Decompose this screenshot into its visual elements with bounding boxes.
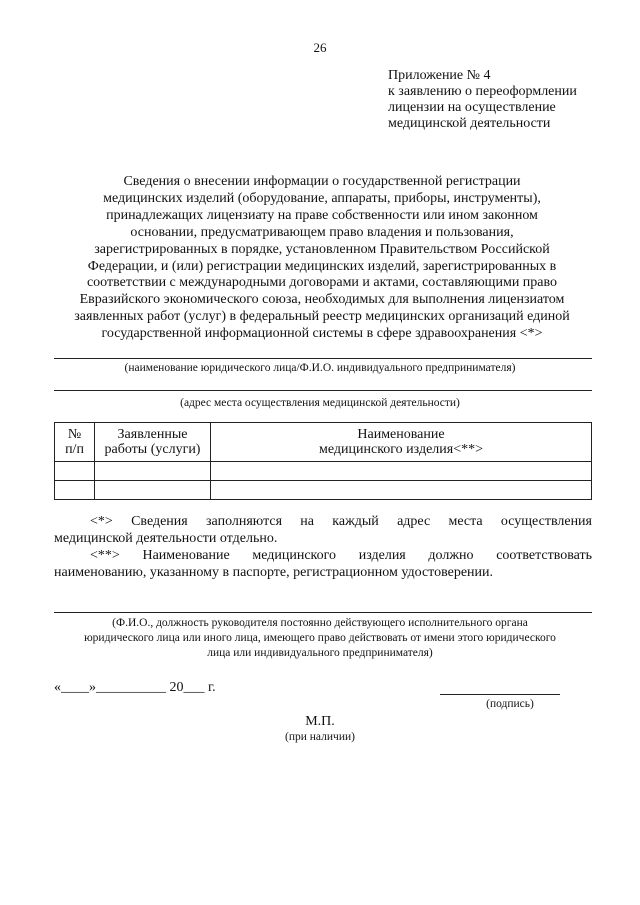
footnote-line: <**> Наименование медицинского изделия должно соответствовать [90,548,592,563]
stamp-note: (при наличии) [285,731,355,743]
header-number: № п/п [55,423,95,462]
head-fill-line[interactable] [54,612,592,613]
head-caption [0,616,640,661]
table-header-row [55,423,592,462]
stamp-label: М.П. [305,714,335,729]
table-cell[interactable] [95,462,211,481]
footnote-line: <*> Сведения заполняются на каждый адрес места осуществления [90,514,592,529]
address-caption: (адрес места осуществления медицинской деятельности) [180,397,460,409]
appendix-line: лицензии на осуществление [388,100,556,115]
footnote-line: медицинской деятельности отдельно. [54,531,278,546]
footnote-1 [54,513,592,547]
title-line: принадлежащих лицензиату на праве собственности или ином законном [106,207,538,223]
table-cell[interactable] [211,481,592,500]
head-caption-line: лица или индивидуального предпринимателя) [207,647,433,659]
document-title [54,174,590,343]
appendix-heading [388,68,618,132]
address-fill-line[interactable] [54,390,592,391]
appendix-line: медицинской деятельности [388,116,551,131]
title-line: медицинских изделий (оборудование, аппараты, приборы, инструменты), [103,190,541,206]
table-cell[interactable] [211,462,592,481]
footnote-2 [54,547,592,581]
title-line: основании, предусматривающем право владения и пользования, [130,224,514,240]
legal-entity-caption: (наименование юридического лица/Ф.И.О. индивидуального предпринимателя) [124,362,516,374]
title-line: соответствии с международными договорами и актами, составляющими право [86,275,558,291]
header-services: Заявленные работы (услуги) [95,423,211,462]
signature-caption: (подпись) [486,698,534,710]
appendix-line: к заявлению о переоформлении [388,84,577,99]
table-row [55,481,592,500]
legal-entity-fill-line[interactable] [54,358,592,359]
table-row [55,462,592,481]
table-cell[interactable] [55,462,95,481]
header-device-name: Наименование медицинского изделия<**> [211,423,592,462]
title-line: Федерации, и (или) регистрации медицинских изделий, зарегистрированных в [87,258,557,274]
head-caption-line: (Ф.И.О., должность руководителя постоянно действующего исполнительного органа [112,617,528,629]
appendix-line: Приложение № 4 [388,68,491,83]
title-line: Евразийского экономического союза, необходимых для выполнения лицензиатом [79,292,565,308]
page-number: 26 [313,40,327,55]
title-line: зарегистрированных в порядке, установленном Правительством Российской [94,241,550,257]
footnote-line: наименованию, указанному в паспорте, регистрационном удостоверении. [54,565,494,580]
title-line: заявленных работ (услуг) в федеральный реестр медицинских организаций единой [74,309,570,325]
head-caption-line: юридического лица или иного лица, имеющего право действовать от имени этого юридического [84,632,556,644]
signature-fill-line[interactable] [440,694,560,695]
table-cell[interactable] [95,481,211,500]
title-line: Сведения о внесении информации о государственной регистрации [123,174,521,189]
title-line: государственной информационной системы в сфере здравоохранения <*> [101,326,543,342]
table-cell[interactable] [55,481,95,500]
date-line[interactable]: «____»__________ 20___ г. [54,680,216,695]
devices-table [54,422,592,500]
